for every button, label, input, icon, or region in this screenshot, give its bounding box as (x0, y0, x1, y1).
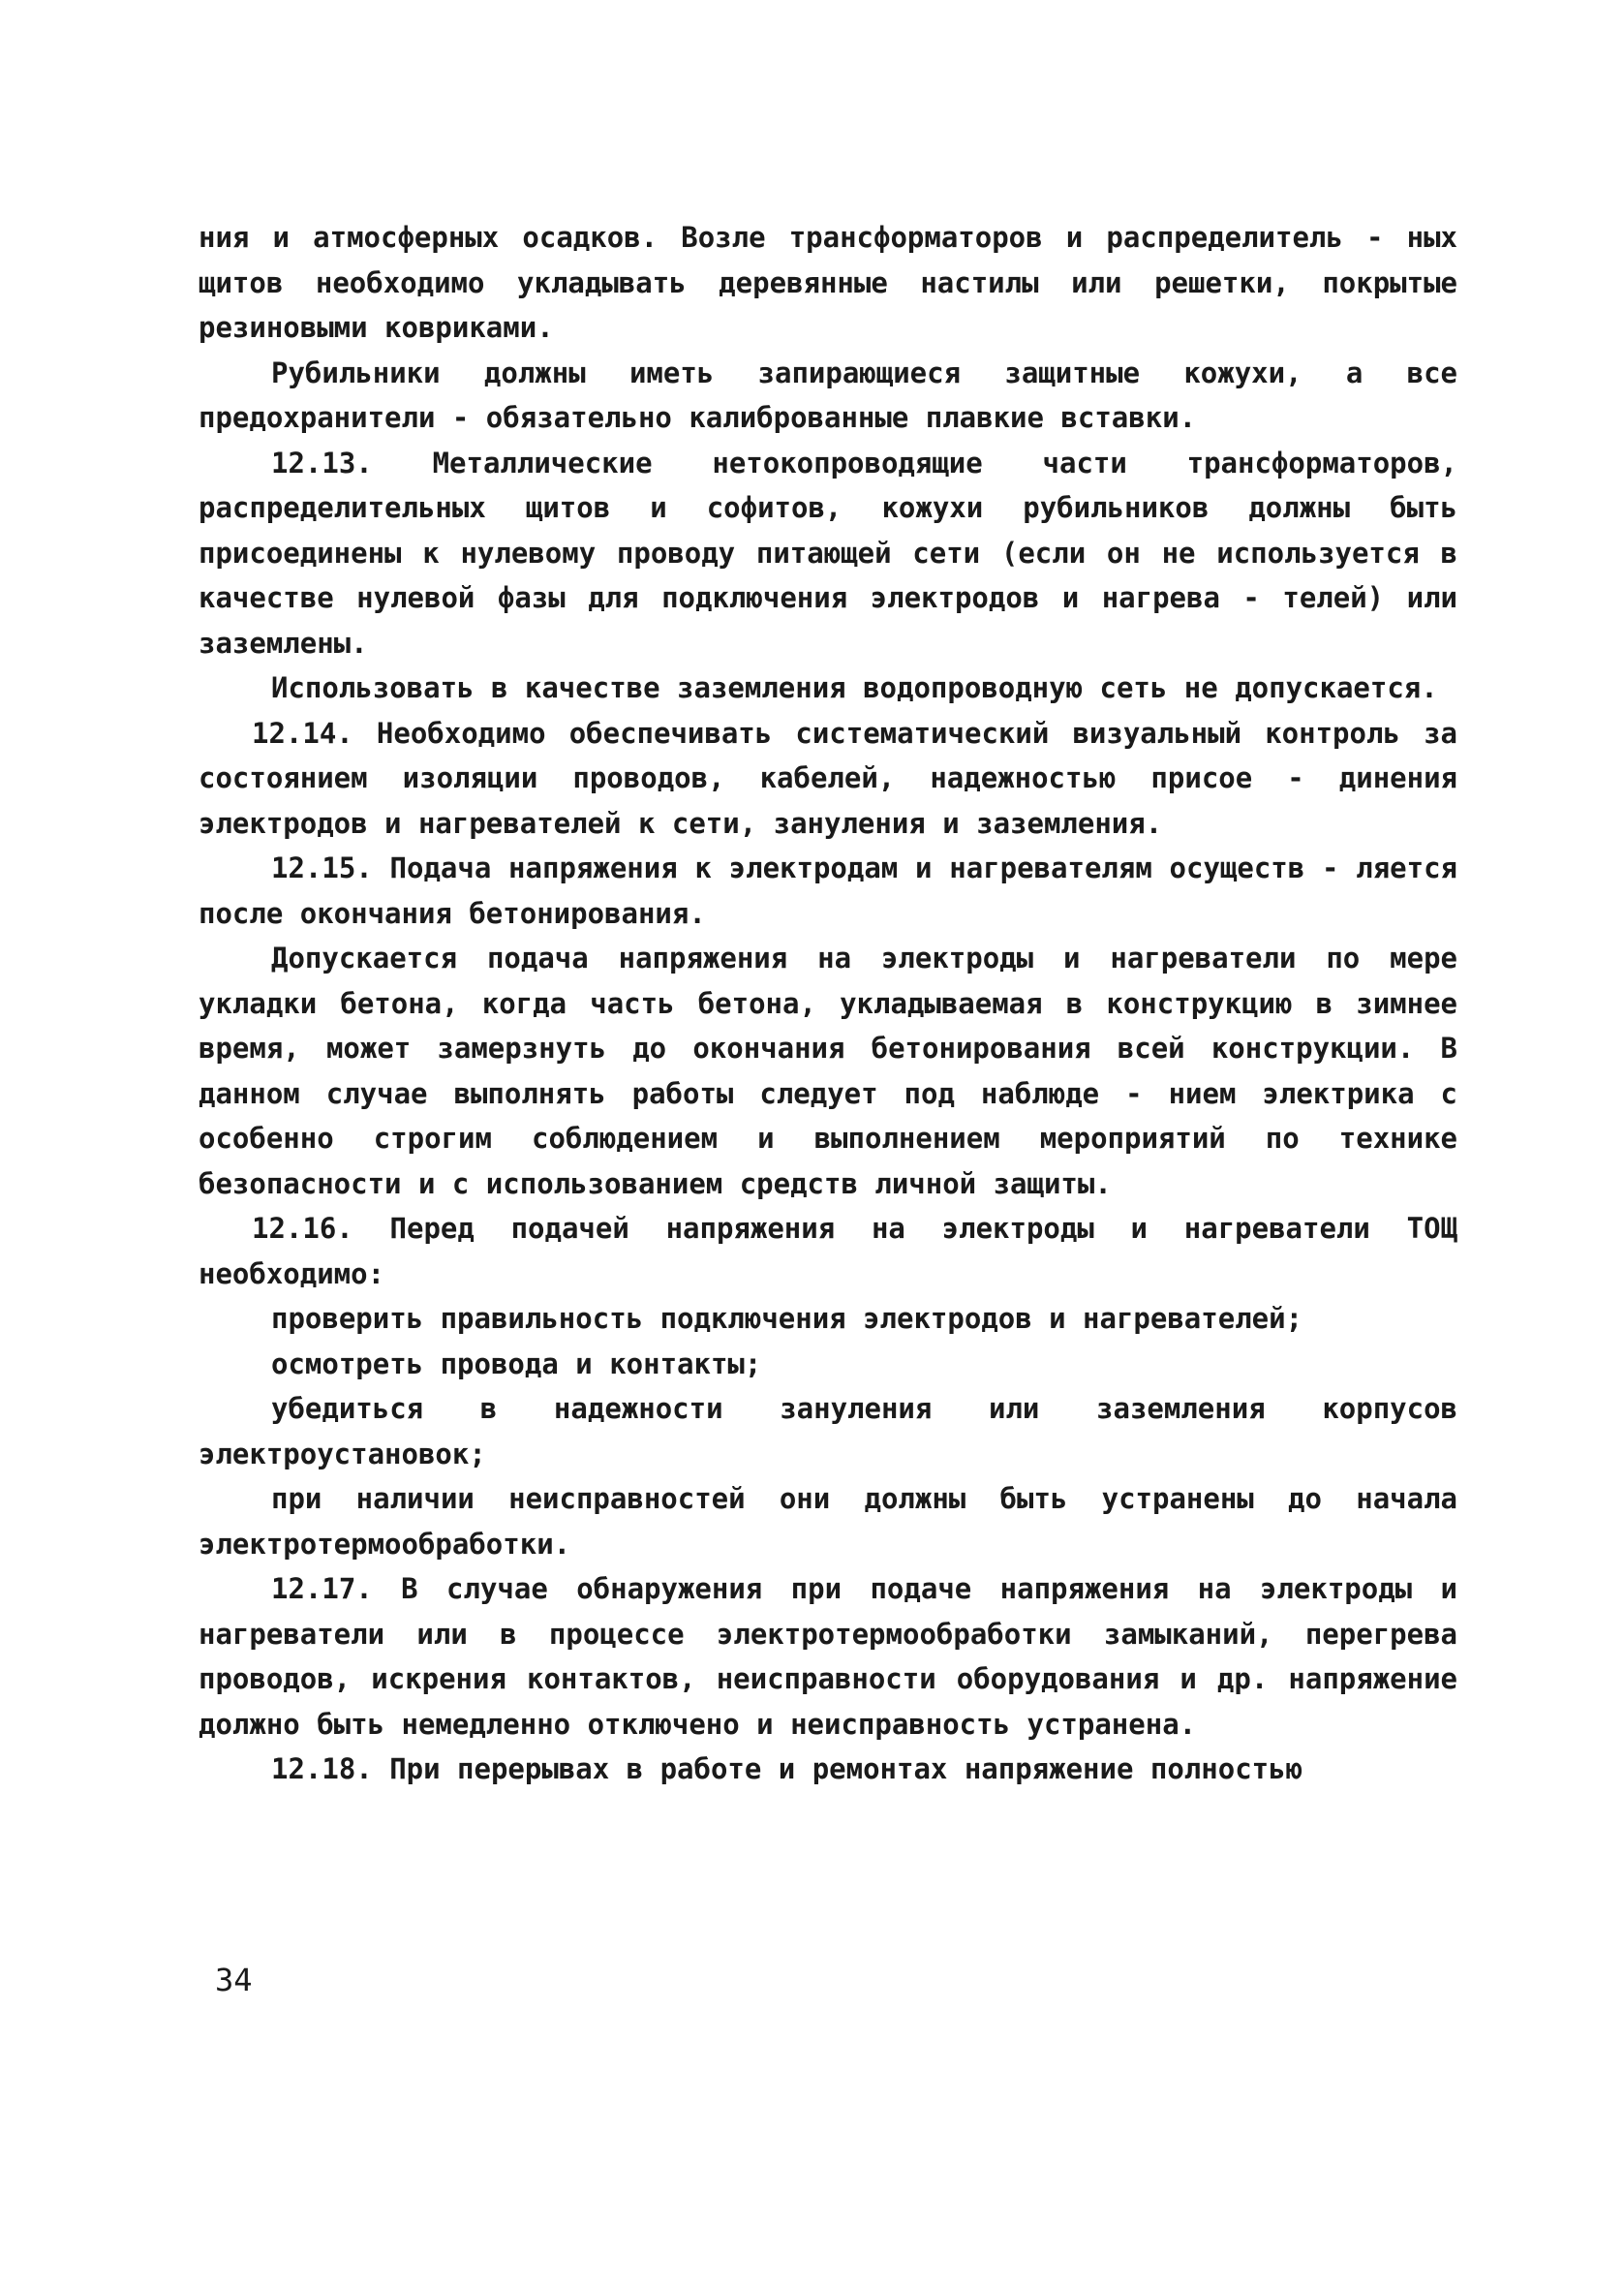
paragraph-13: 12.17. В случае обнаружения при подаче напряжения на электроды и нагреватели или в процессе электротермообработки замыканий, перегрева проводов, искрения контактов, неисправности оборудования и др. напряжение должно быть немедленно отключено и неисправность устранена. (199, 1572, 1457, 1741)
paragraph-12: при наличии неисправностей они должны быть устранены до начала электротермообработки. (199, 1482, 1457, 1561)
paragraph-7: Допускается подача напряжения на электроды и нагреватели по мере укладки бетона, когда часть бетона, укладываемая в конструкцию в зимнее время, может замерзнуть до окончания бетонирования всей конструкции. В данном случае выполнять работы следует под наблюде - нием электрика с особенно строгим соблюдением и выполнением мероприятий по технике безопасности и с использованием средств личной защиты. (199, 942, 1457, 1200)
paragraph-5: 12.14. Необходимо обеспечивать систематический визуальный контроль за состоянием изоляции проводов, кабелей, надежностью присое - динения электродов и нагревателей к сети, зануления и заземления. (199, 716, 1457, 840)
body-text (199, 215, 1457, 1792)
paragraph-9: проверить правильность подключения электродов и нагревателей; (271, 1302, 1303, 1335)
paragraph-10: осмотреть провода и контакты; (271, 1346, 762, 1380)
paragraph-4: Использовать в качестве заземления водопроводную сеть не допускается. (271, 671, 1438, 704)
paragraph-3: 12.13. Металлические нетокопроводящие части трансформаторов, распределительных щитов и софитов, кожухи рубильников должны быть присоединены к нулевому проводу питающей сети (если он не используется в качестве нулевой фазы для подключения электродов и нагрева - телей) или заземлены. (199, 446, 1457, 660)
page-number: 34 (215, 1962, 253, 1998)
paragraph-6: 12.15. Подача напряжения к электродам и нагревателям осуществ - ляется после окончания бетонирования. (199, 851, 1457, 930)
paragraph-14: 12.18. При перерывах в работе и ремонтах напряжение полностью (271, 1752, 1303, 1785)
paragraph-2: Рубильники должны иметь запирающиеся защитные кожухи, а все предохранители - обязательно калиброванные плавкие вставки. (199, 356, 1457, 434)
paragraph-1: ния и атмосферных осадков. Возле трансформаторов и распределитель - ных щитов необходимо укладывать деревянные настилы или решетки, покрытые резиновыми ковриками. (199, 221, 1457, 344)
paragraph-8: 12.16. Перед подачей напряжения на электроды и нагреватели ТОЩ необходимо: (199, 1212, 1457, 1290)
paragraph-11: убедиться в надежности зануления или заземления корпусов электроустановок; (199, 1392, 1457, 1470)
